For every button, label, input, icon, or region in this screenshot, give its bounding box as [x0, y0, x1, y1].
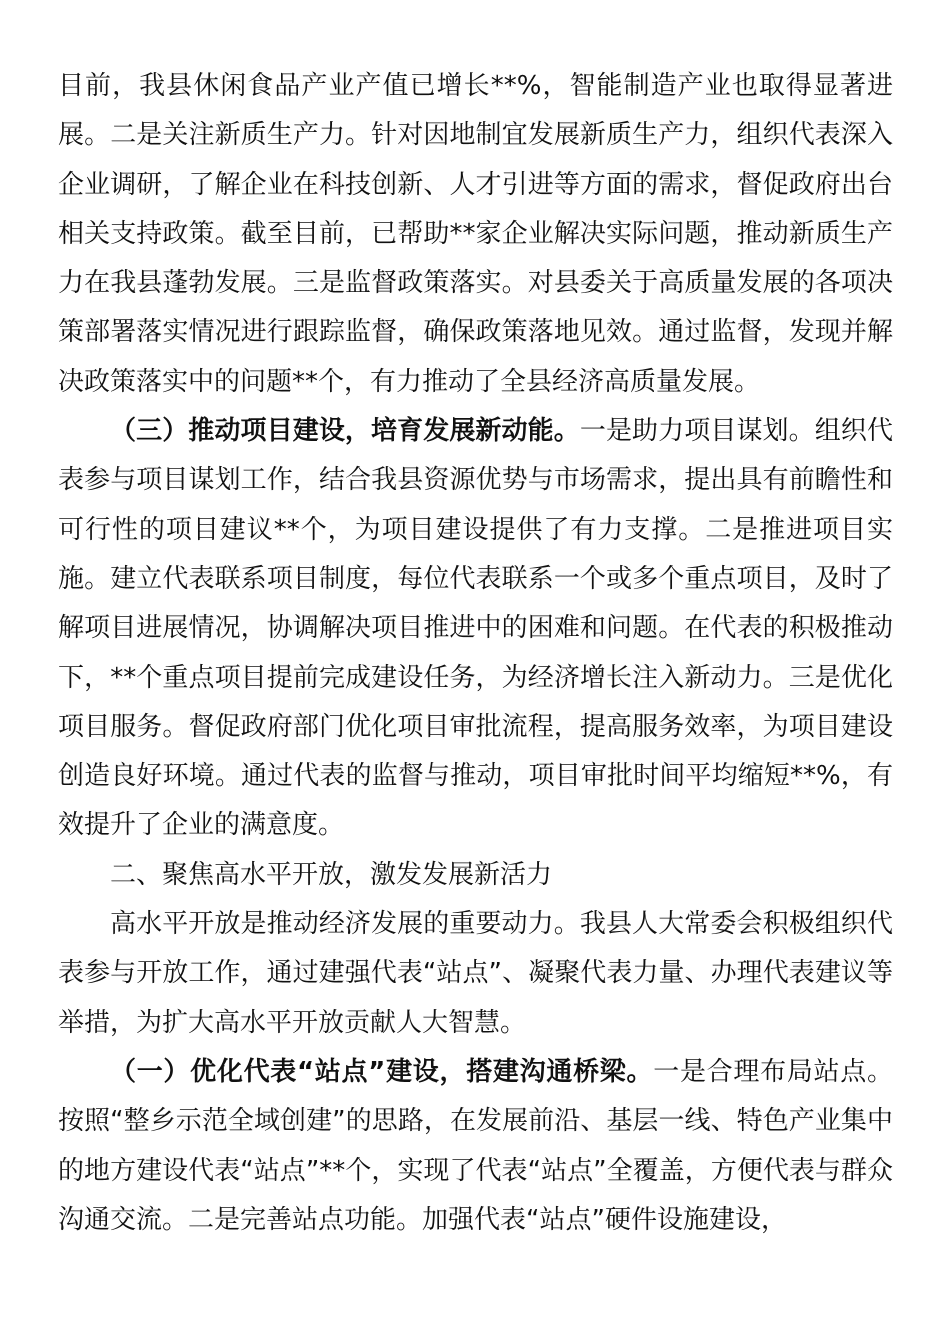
- section-heading: （一）优化代表“站点”建设，搭建沟通桥梁。: [110, 1056, 654, 1087]
- chapter-heading-text: 二、聚焦高水平开放，激发发展新活力: [110, 859, 553, 890]
- chapter-heading: [58, 851, 893, 900]
- paragraph-text: 高水平开放是推动经济发展的重要动力。我县人大常委会积极组织代表参与开放工作，通过建强代表“站点”、凝聚代表力量、办理代表建议等举措，为扩大高水平开放贡献人大智慧。: [58, 909, 893, 1038]
- paragraph-section-1: [58, 1048, 893, 1245]
- paragraph-continuation: [58, 62, 893, 407]
- paragraph-intro: [58, 900, 893, 1048]
- paragraph-text: 一是助力项目谋划。组织代表参与项目谋划工作，结合我县资源优势与市场需求，提出具有前瞻性和可行性的项目建议**个，为项目建设提供了有力支撑。二是推进项目实施。建立代表联系项目制度，每位代表联系一个或多个重点项目，及时了解项目进展情况，协调解决项目推进中的困难和问题。在代表的积极推动下，**个重点项目提前完成建设任务，为经济增长注入新动力。三是优化项目服务。督促政府部门优化项目审批流程，提高服务效率，为项目建设创造良好环境。通过代表的监督与推动，项目审批时间平均缩短**%，有效提升了企业的满意度。: [58, 416, 893, 841]
- paragraph-text: 目前，我县休闲食品产业产值已增长**%，智能制造产业也取得显著进展。二是关注新质生产力。针对因地制宜发展新质生产力，组织代表深入企业调研，了解企业在科技创新、人才引进等方面的需求，督促政府出台相关支持政策。截至目前，已帮助**家企业解决实际问题，推动新质生产力在我县蓬勃发展。三是监督政策落实。对县委关于高质量发展的各项决策部署落实情况进行跟踪监督，确保政策落地见效。通过监督，发现并解决政策落实中的问题**个，有力推动了全县经济高质量发展。: [58, 71, 893, 397]
- paragraph-text: 一是合理布局站点。按照“整乡示范全域创建”的思路，在发展前沿、基层一线、特色产业集中的地方建设代表“站点”**个，实现了代表“站点”全覆盖，方便代表与群众沟通交流。二是完善站点功能。加强代表“站点”硬件设施建设，: [58, 1056, 893, 1235]
- document-body: [58, 62, 893, 1245]
- section-heading: （三）推动项目建设，培育发展新动能。: [110, 416, 580, 447]
- paragraph-section-3: [58, 407, 893, 851]
